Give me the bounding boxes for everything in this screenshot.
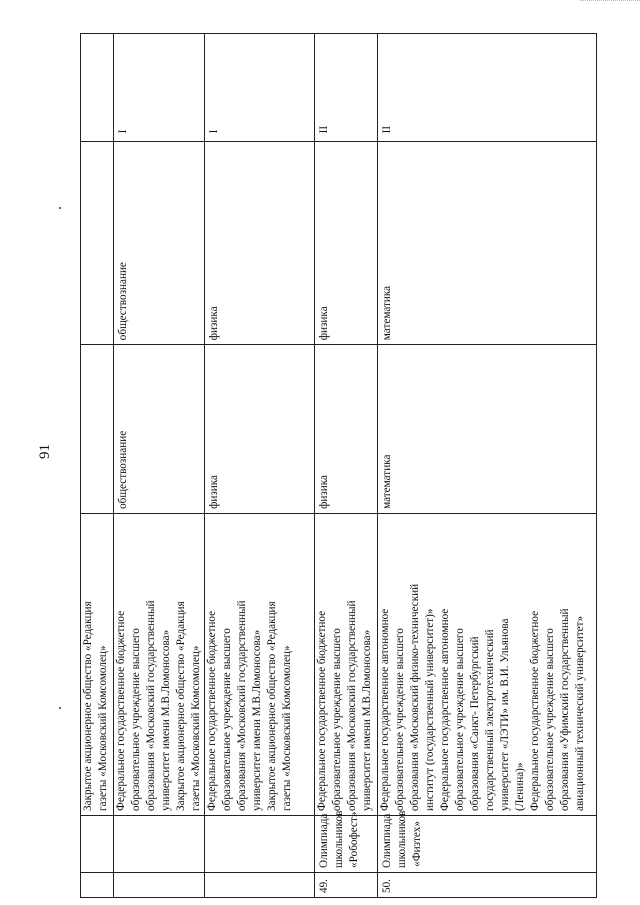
- olympiad-level: II: [378, 34, 597, 142]
- organizer-line: Федеральное государственное бюджетное: [316, 610, 328, 811]
- organizers-cell: [114, 513, 205, 815]
- organizer-line: университет имени М.В.Ломоносова»: [160, 629, 172, 811]
- olympiad-profile: математика: [378, 345, 597, 514]
- row-number: [205, 872, 315, 897]
- organizer-line: образования «Московский государственный: [346, 600, 358, 811]
- organizer-line: Федеральное государственное бюджетное: [115, 610, 127, 811]
- row-number: 49.: [315, 872, 378, 897]
- olympiad-table: [80, 33, 597, 898]
- rotated-table-content: [80, 33, 586, 898]
- table-body: [81, 34, 597, 898]
- organizer-line: авиационный технический университет»: [574, 615, 586, 811]
- olympiad-profile: обществознание: [114, 345, 205, 514]
- row-number: [114, 872, 205, 897]
- school-subject: физика: [205, 142, 315, 345]
- organizer-line: газеты «Московский Комсомолец»: [281, 645, 293, 811]
- table-row: [378, 34, 597, 898]
- organizer-line: университет «ЛЭТИ» им. В.И. Ульянова: [499, 618, 511, 811]
- organizer-line: (Ленина)»: [514, 762, 526, 811]
- organizer-line: образования «Московский физико-технический: [409, 583, 421, 811]
- organizer-line: Закрытое акционерное общество «Редакция: [175, 601, 187, 811]
- organizer-line: газеты «Московский Комсомолец»: [97, 645, 109, 811]
- organizer-line: образовательное учреждение высшего: [331, 628, 343, 811]
- school-subject: математика: [378, 142, 597, 345]
- olympiad-profile: [81, 345, 114, 514]
- olympiad-name: [81, 815, 114, 872]
- punch-dot-bottom: [59, 707, 61, 709]
- organizers-cell: [315, 513, 378, 815]
- olympiad-level: I: [114, 34, 205, 142]
- organizer-line: Закрытое акционерное общество «Редакция: [266, 601, 278, 811]
- organizer-line: институт (государственный университет)»: [424, 608, 436, 811]
- organizer-line: образовательное учреждение высшего: [454, 628, 466, 811]
- organizer-line: Закрытое акционерное общество «Редакция: [82, 601, 94, 811]
- organizers-cell: [81, 513, 114, 815]
- table-row: [81, 34, 114, 898]
- organizer-line: образования «Московский государственный: [145, 600, 157, 811]
- school-subject: физика: [315, 142, 378, 345]
- organizer-line: образовательное учреждение высшего: [544, 628, 556, 811]
- organizer-line: образовательное учреждение высшего: [394, 628, 406, 811]
- rotated-table-frame: [80, 33, 586, 898]
- organizer-line: образовательное учреждение высшего: [130, 628, 142, 811]
- table-row: [205, 34, 315, 898]
- punch-dot-top: [59, 207, 61, 209]
- table-row: [315, 34, 378, 898]
- table-row: [114, 34, 205, 898]
- organizer-line: Федеральное государственное бюджетное: [206, 610, 218, 811]
- organizer-line: образовательное учреждение высшего: [221, 628, 233, 811]
- olympiad-name: Олимпиада школьников «Робофест»: [315, 815, 378, 872]
- organizer-line: образования «Московский государственный: [236, 600, 248, 811]
- olympiad-name: Олимпиада школьников «Физтех»: [378, 815, 597, 872]
- olympiad-profile: физика: [315, 345, 378, 514]
- organizer-line: университет имени М.В.Ломоносова»: [361, 629, 373, 811]
- olympiad-level: I: [205, 34, 315, 142]
- organizer-line: университет имени М.В.Ломоносова»: [251, 629, 263, 811]
- page-number: 91: [37, 444, 53, 459]
- school-subject: [81, 142, 114, 345]
- row-number: [81, 872, 114, 897]
- olympiad-level: [81, 34, 114, 142]
- olympiad-level: II: [315, 34, 378, 142]
- organizer-line: образования «Уфимский государственный: [559, 608, 571, 811]
- organizers-cell: [378, 513, 597, 815]
- organizer-line: образования «Санкт- Петербургский: [469, 636, 481, 811]
- olympiad-name: [205, 815, 315, 872]
- organizer-line: Федеральное государственное автономное: [379, 608, 391, 811]
- organizers-cell: [205, 513, 315, 815]
- organizer-line: Федеральное государственное бюджетное: [529, 610, 541, 811]
- olympiad-name: [114, 815, 205, 872]
- school-subject: обществознание: [114, 142, 205, 345]
- row-number: 50.: [378, 872, 597, 897]
- scan-artifact: [580, 0, 640, 4]
- organizer-line: государственный электротехнический: [484, 629, 496, 811]
- olympiad-profile: физика: [205, 345, 315, 514]
- organizer-line: газеты «Московский Комсомолец»: [190, 645, 202, 811]
- organizer-line: Федеральное государственное автономное: [439, 608, 451, 811]
